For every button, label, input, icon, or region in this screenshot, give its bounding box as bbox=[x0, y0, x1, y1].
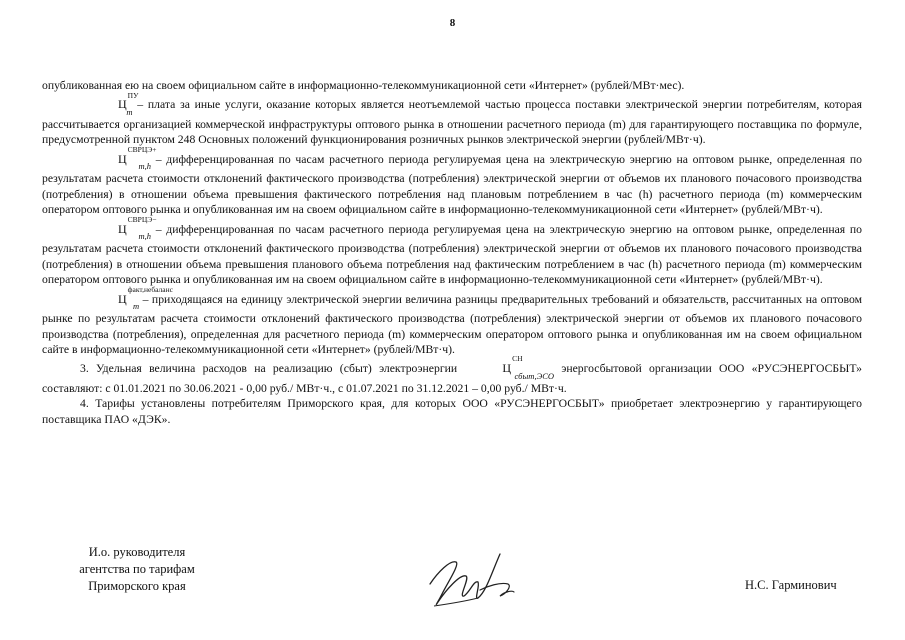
formula-symbol: $Ц^{СВРЦЭ+}_{m,h}$ bbox=[118, 144, 157, 172]
paragraph-item-4: 4. Тарифы установлены потребителям Приморского края, для которых ООО «РУСЭНЕРГОСБЫТ» приобретает электроэнергию у гарантирующего поставщика ПАО «ДЭК». bbox=[42, 397, 862, 426]
page-number: 8 bbox=[449, 17, 456, 29]
document-body bbox=[42, 78, 862, 427]
paragraph-def-svrce-minus: $Ц^{СВРЦЭ-}_{m,h}$ – дифференцированная по часам расчетного периода регулируемая цена на электрическую энергию на оптовом рынке, определенная по результатам расчета стоимости отклонений фактического производства (потребления) электрической энергии от объемов их планового почасового производства (потребления) в отношении объема превышения планового объема потребления над фактическим потреблением в час (h) расчетного периода (m) коммерческим оператором оптового рынка и опубликованная им на своем официальном сайте в информационно-телекоммуникационной сети «Интернет» (рублей/МВт·ч). bbox=[42, 214, 862, 287]
paragraph-continuation: опубликованная ею на своем официальном сайте в информационно-телекоммуникационной сети «Интернет» (рублей/МВт·мес). bbox=[42, 79, 685, 92]
formula-symbol: $Ц^{факт,небаланс}_m$ bbox=[118, 284, 173, 311]
signer-name: Н.С. Гарминович bbox=[745, 578, 837, 592]
formula-symbol: $Ц^{СВРЦЭ-}_{m,h}$ bbox=[118, 214, 157, 241]
formula-symbol: $Ц^{ПУ}_m$ bbox=[118, 91, 139, 117]
formula-symbol: $Ц^{СН}_{сбыт,ЭСО}$ bbox=[502, 354, 555, 381]
paragraph-item-3: 3. Удельная величина расходов на реализацию (сбыт) электроэнергии $Ц^{СН}_{сбыт,ЭСО}$ энергосбытовой организации ООО «РУСЭНЕРГОСБЫТ» составляют: с 01.01.2021 по 30.06.2021 - 0,00 руб./ МВт·ч., с 01.07.2021 по 31.12.2021 – 0,00 руб./ МВт·ч. bbox=[42, 354, 862, 395]
paragraph-def-fact-imbalance: $Ц^{факт,небаланс}_m$ – приходящаяся на единицу электрической энергии величина разницы предварительных требований и обязательств, рассчитанных на оптовом рынке по результатам расчета стоимости отклонений фактического производства (потребления) электрической энергии от объемов их планового почасового производства (потребления), определенная для расчетного периода (m) коммерческим оператором оптового рынка и опубликованная им на своем официальном сайте в информационно-телекоммуникационной сети «Интернет» (рублей/МВт·ч). bbox=[42, 284, 862, 356]
paragraph-def-pu: $Ц^{ПУ}_m$ – плата за иные услуги, оказание которых является неотъемлемой частью процесса поставки электрической энергии потребителям, которая рассчитывается организацией коммерческой инфраструктуры оптового рынка в отношении расчетного периода (m) для гарантирующего поставщика по формуле, предусмотренной пунктом 248 Основных положений функционирования розничных рынков электрической энергии (рублей/МВт·ч). bbox=[42, 91, 862, 147]
handwritten-signature bbox=[408, 532, 548, 622]
paragraph-def-svrce-plus: $Ц^{СВРЦЭ+}_{m,h}$ – дифференцированная по часам расчетного периода регулируемая цена на электрическую энергию на оптовом рынке, определенная по результатам расчета стоимости отклонений фактического производства (потребления) электрической энергии от объемов их планового почасового производства (потребления) в отношении объема превышения фактического потребления над плановым потреблением в час (h) расчетного периода (m) коммерческим оператором оптового рынка и опубликованная им на своем официальном сайте в информационно-телекоммуникационной сети «Интернет» (рублей/МВт·ч). bbox=[42, 144, 862, 217]
signer-position: И.о. руководителя агентства по тарифам Приморского края bbox=[79, 545, 195, 593]
